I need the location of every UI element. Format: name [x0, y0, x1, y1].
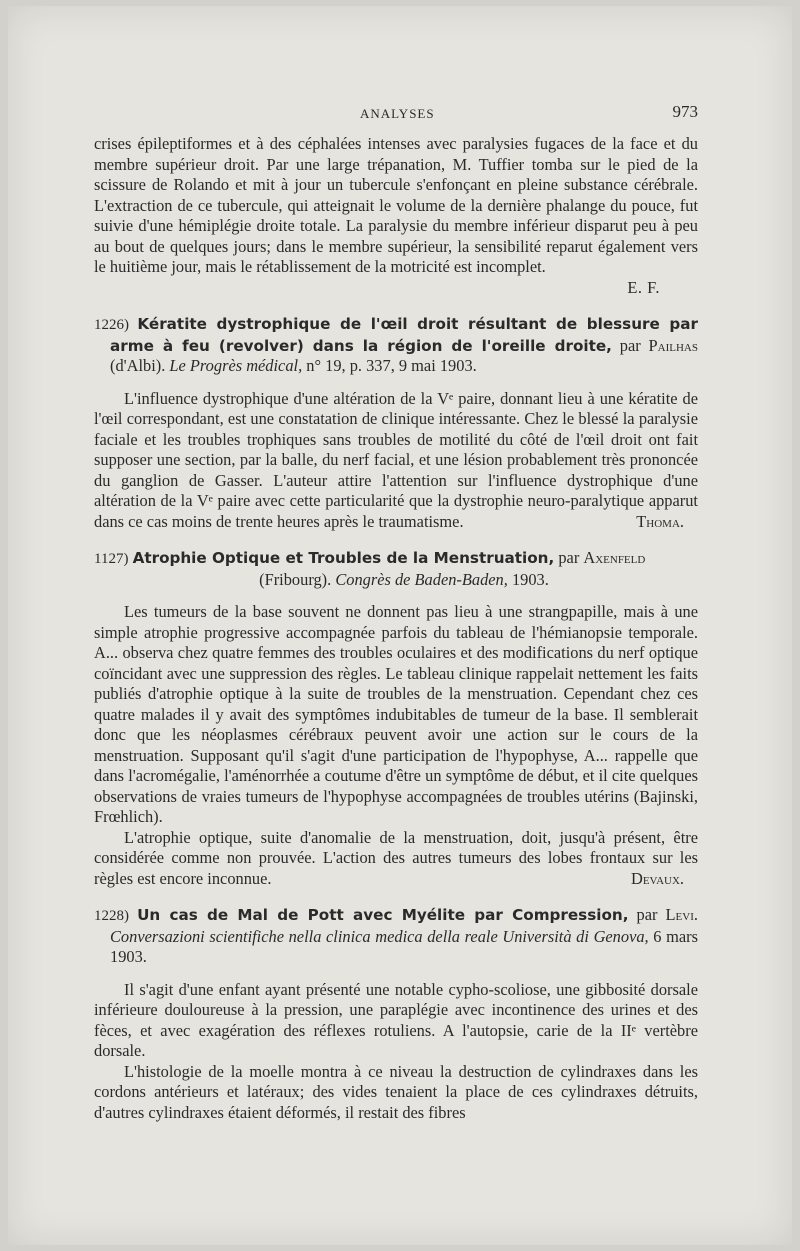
page-number: 973: [672, 102, 698, 121]
continued-paragraph: crises épileptiformes et à des céphalées intenses avec paralysies fugaces de la face et du membre supérieur droit. Par une large trépanation, M. Tuffier tomba sur le pied de la scissure de Rolando et mit à jour un tubercule s'enfonçant en pleine substance cérébrale. L'extraction de ce tubercule, qui atteignait le volume de la dernière phalange du pouce, fut suivie d'une hémiplégie droite totale. La paralysie du membre inférieur disparut peu à peu au bout de quelques jours; dans le membre supérieur, la sensibilité reparut également vers le huitième jour, mais le rétablissement de la motricité est incomplet.: [94, 134, 698, 276]
signature-thoma: Thoma.: [636, 511, 684, 531]
entry-reference: 1903.: [507, 569, 549, 589]
entry-by: par: [628, 905, 666, 924]
page-header: [94, 102, 698, 124]
entry-title: Atrophie Optique et Troubles de la Menstruation,: [132, 549, 555, 567]
entry-1127-paragraph-1: Les tumeurs de la base souvent ne donnent pas lieu à une strangpapille, mais à une simple atrophie progressive accompagnée parfois du tableau de l'hémianopsie temporale. A... observa chez quatre femmes des troubles oculaires et des modifications du nerf optique coïncidant avec une suppression des règles. Le tableau clinique rappelait nettement les faits publiés d'atrophie optique à la suite de troubles de la menstruation. Cependant chez ces quatre malades il y avait des symptômes indubitables de tumeur de la base. Il semblerait donc que les néoplasmes cérébraux peuvent avoir une action sur le cours de la menstruation. Supposant qu'il s'agit d'une participation de l'hypophyse, A... rappelle que dans l'acromégalie, l'aménorrhée a coutume d'être un symptôme de début, et il cite quelques observations de vraies tumeurs de l'hypophyse accompagnées de troubles utérins (Bajinski, Frœhlich).: [94, 602, 698, 826]
entry-title: Kératite dystrophique de l'œil droit résultant de blessure par arme à feu (revolver) dans la région de l'oreille droite,: [110, 315, 698, 355]
entry-1226-text: [94, 389, 698, 533]
entry-by: par: [611, 335, 649, 355]
entry-1127-heading: [94, 548, 698, 590]
entry-affiliation: (d'Albi).: [110, 356, 170, 375]
entry-author: Levi.: [665, 905, 698, 924]
signature-devaux: Devaux.: [630, 868, 684, 888]
running-head: ANALYSES: [360, 106, 435, 121]
entry-number: 1228): [94, 908, 129, 924]
entry-journal: Le Progrès médical,: [169, 356, 303, 375]
signature-ef: E. F.: [627, 277, 660, 297]
entry-author: Axenfeld: [583, 548, 646, 567]
entry-number: 1127): [94, 551, 129, 567]
entry-journal: Conversazioni scientifiche nella clinica medica della reale Università di Genova,: [110, 926, 649, 946]
entry-1226-heading: [94, 314, 698, 377]
page-sheet: [8, 6, 792, 1245]
entry-number: 1226): [94, 317, 129, 333]
entry-1127-paragraph-2: [94, 828, 698, 890]
entry-reference: n° 19, p. 337, 9 mai 1903.: [302, 356, 477, 375]
entry-1228-paragraph-2: L'histologie de la moelle montra à ce niveau la destruction de cylindraxes dans les cordons antérieurs et latéraux; des vides tenaient la place de ces cylindraxes détruits, d'autres cylindraxes étaient déformés, il restait des fibres: [94, 1061, 698, 1122]
article-body: [94, 134, 698, 1123]
entry-author: Pailhas: [648, 335, 698, 355]
entry-1228-paragraph-1: Il s'agit d'une enfant ayant présenté une notable cypho-scoliose, une gibbosité dorsale inférieure douloureuse à la pression, une paraplégie avec incontinence des urines et des fèces, et avec exagération des réflexes rotuliens. A l'autopsie, carie de la IIᵉ vertèbre dorsale.: [94, 979, 698, 1060]
paragraph-text: L'atrophie optique, suite d'anomalie de la menstruation, doit, jusqu'à présent, être considérée comme non prouvée. L'action des autres tumeurs des lobes frontaux sur les règles est encore inconnue.: [94, 827, 698, 888]
entry-title: Un cas de Mal de Pott avec Myélite par Compression,: [137, 906, 629, 924]
entry-reference: 6 mars 1903.: [110, 926, 698, 966]
paragraph-text: L'influence dystrophique d'une altération de la Vᵉ paire, donnant lieu à une kératite de l'œil correspondant, est une constatation de clinique intéressante. Chez le blessé la paralysie faciale et les troubles trophiques sans troubles de motilité du côté de l'œil droit ont fait supposer une section, par la balle, du nerf facial, et une lésion probablement très prononcée du ganglion de Gasser. L'auteur attire l'attention sur l'influence dystrophique d'une altération de la Vᵉ paire avec cette particularité que la dystrophie neuro-paralytique apparut dans ce cas moins de trente heures après le traumatisme.: [94, 388, 698, 531]
entry-affiliation: (Fribourg).: [259, 569, 336, 589]
entry-journal: Congrès de Baden-Baden,: [335, 569, 508, 589]
entry-1228-heading: [94, 905, 698, 968]
entry-by: par: [554, 548, 584, 567]
entry-source-line: [110, 570, 698, 591]
